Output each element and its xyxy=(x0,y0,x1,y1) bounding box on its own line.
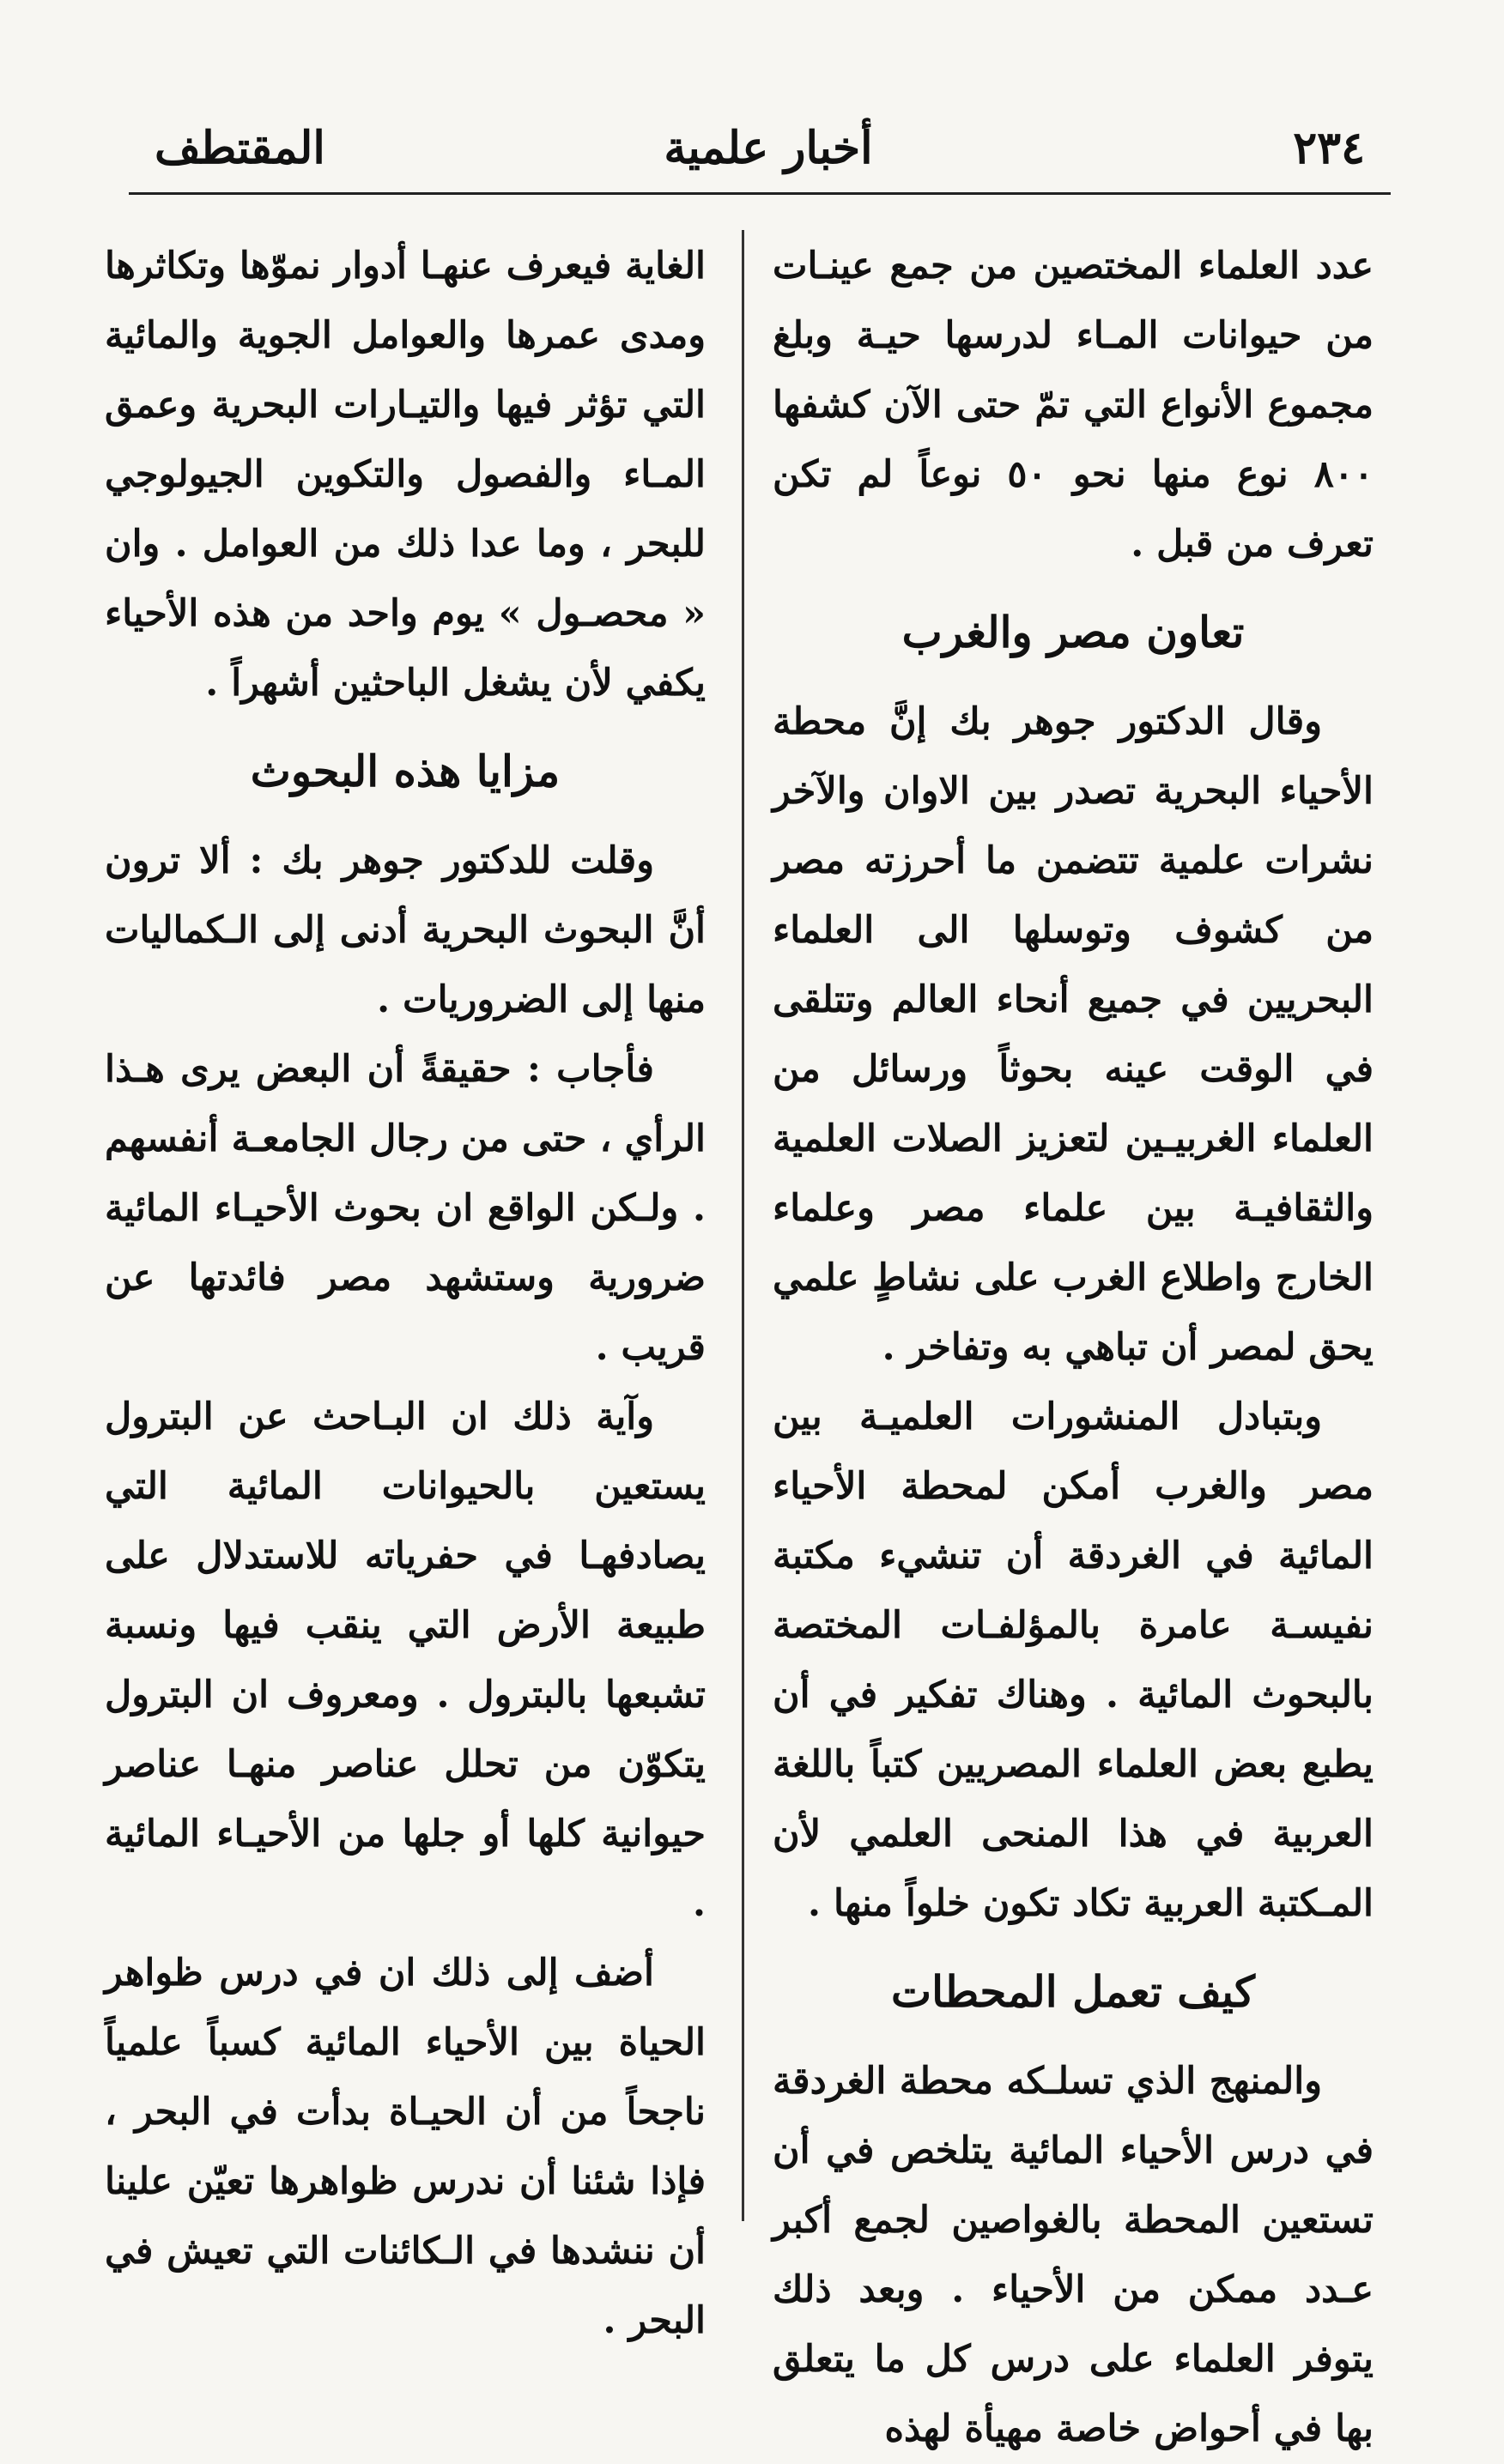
paragraph: الغاية فيعرف عنهـا أدوار نموّها وتكاثرها ومدى عمرها والعوامل الجوية والمائية التي تؤثر فيها والتيـارات البحرية وعمق المـاء والفصول والتكوين الجيولوجي للبحر ، وما عدا ذلك من العوامل . وان « محصـول » يوم واحد من هذه الأحياء يكفي لأن يشغل الباحثين أشهراً . xyxy=(105,245,706,705)
page-number: ٢٣٤ xyxy=(1293,122,1365,174)
page-header xyxy=(137,96,1399,173)
journal-name: المقتطف xyxy=(155,122,325,174)
header-rule xyxy=(129,192,1391,195)
column-separator xyxy=(742,230,744,2221)
paragraph: وقال الدكتور جوهر بك إنَّ محطة الأحياء البحرية تصدر بين الاوان والآخر نشرات علمية تتضمن ما أحرزته مصر من كشوف وتوسلها الى العلماء البحريين في جميع أنحاء العالم وتتلقى في الوقت عينه بحوثاً ورسائل من العلماء الغربيـين لتعزيز الصلات العلمية والثقافيـة بين علماء مصر وعلماء الخارج واطلاع الغرب على نشاطٍ علمي يحق لمصر أن تباهي به وتفاخر . xyxy=(773,700,1374,1369)
paragraph: والمنهج الذي تسلـكه محطة الغردقة في درس الأحياء المائية يتلخص في أن تستعين المحطة بالغواصين لجمع أكبر عـدد ممكن من الأحياء . وبعد ذلك يتوفر العلماء على درس كل ما يتعلق بها في أحواض خاصة مهيأة لهذه xyxy=(773,2060,1374,2450)
section-heading: مزايا هذه البحوث xyxy=(250,746,561,796)
right-column xyxy=(773,232,1374,2450)
paragraph: فأجاب : حقيقةً أن البعض يرى هـذا الرأي ، حتى من رجال الجامعـة أنفسهم . ولـكن الواقع ان بحوث الأحيـاء المائية ضرورية وستشهد مصر فائدتها عن قريب . xyxy=(105,1048,706,1369)
section-heading: كيف تعمل المحطات xyxy=(891,1966,1255,2017)
paragraph: عدد العلماء المختصين من جمع عينـات من حيوانات المـاء لدرسها حيـة وبلغ مجموع الأنواع التي تمّ حتى الآن كشفها ٨٠٠ نوع منها نحو ٥٠ نوعاً لم تكن تعرف من قبل . xyxy=(773,245,1374,566)
paragraph: أضف إلى ذلك ان في درس ظواهر الحياة بين الأحياء المائية كسباً علمياً ناجحاً من أن الحيـاة بدأت في البحر ، فإذا شئنا أن ندرس ظواهرها تعيّن علينا أن ننشدها في الـكائنات التي تعيش في البحر . xyxy=(105,1952,706,2342)
paragraph: وآية ذلك ان البـاحث عن البترول يستعين بالحيوانات المائية التي يصادفهـا في حفرياته للاستدلال على طبيعة الأرض التي ينقب فيها ونسبة تشبعها بالبترول . ومعروف ان البترول يتكوّن من تحلل عناصر منهـا عناصر حيوانية كلها أو جلها من الأحيـاء المائية . xyxy=(105,1395,706,1925)
paragraph: وبتبادل المنشورات العلميـة بين مصر والغرب أمكن لمحطة الأحياء المائية في الغردقة أن تنشيء مكتبة نفيسـة عامرة بالمؤلفـات المختصة بالبحوث المائية . وهناك تفكير في أن يطبع بعض العلماء المصريين كتباً باللغة العربية في هذا المنحى العلمي لأن المـكتبة العربية تكاد تكون خلواً منها . xyxy=(773,1395,1374,1925)
section-heading: تعاون مصر والغرب xyxy=(901,607,1245,657)
section-title: أخبار علمية xyxy=(664,122,873,174)
left-column xyxy=(105,232,706,2342)
paragraph: وقلت للدكتور جوهر بك : ألا ترون أنَّ البحوث البحرية أدنى إلى الـكماليات منها إلى الضروريات . xyxy=(105,839,706,1021)
